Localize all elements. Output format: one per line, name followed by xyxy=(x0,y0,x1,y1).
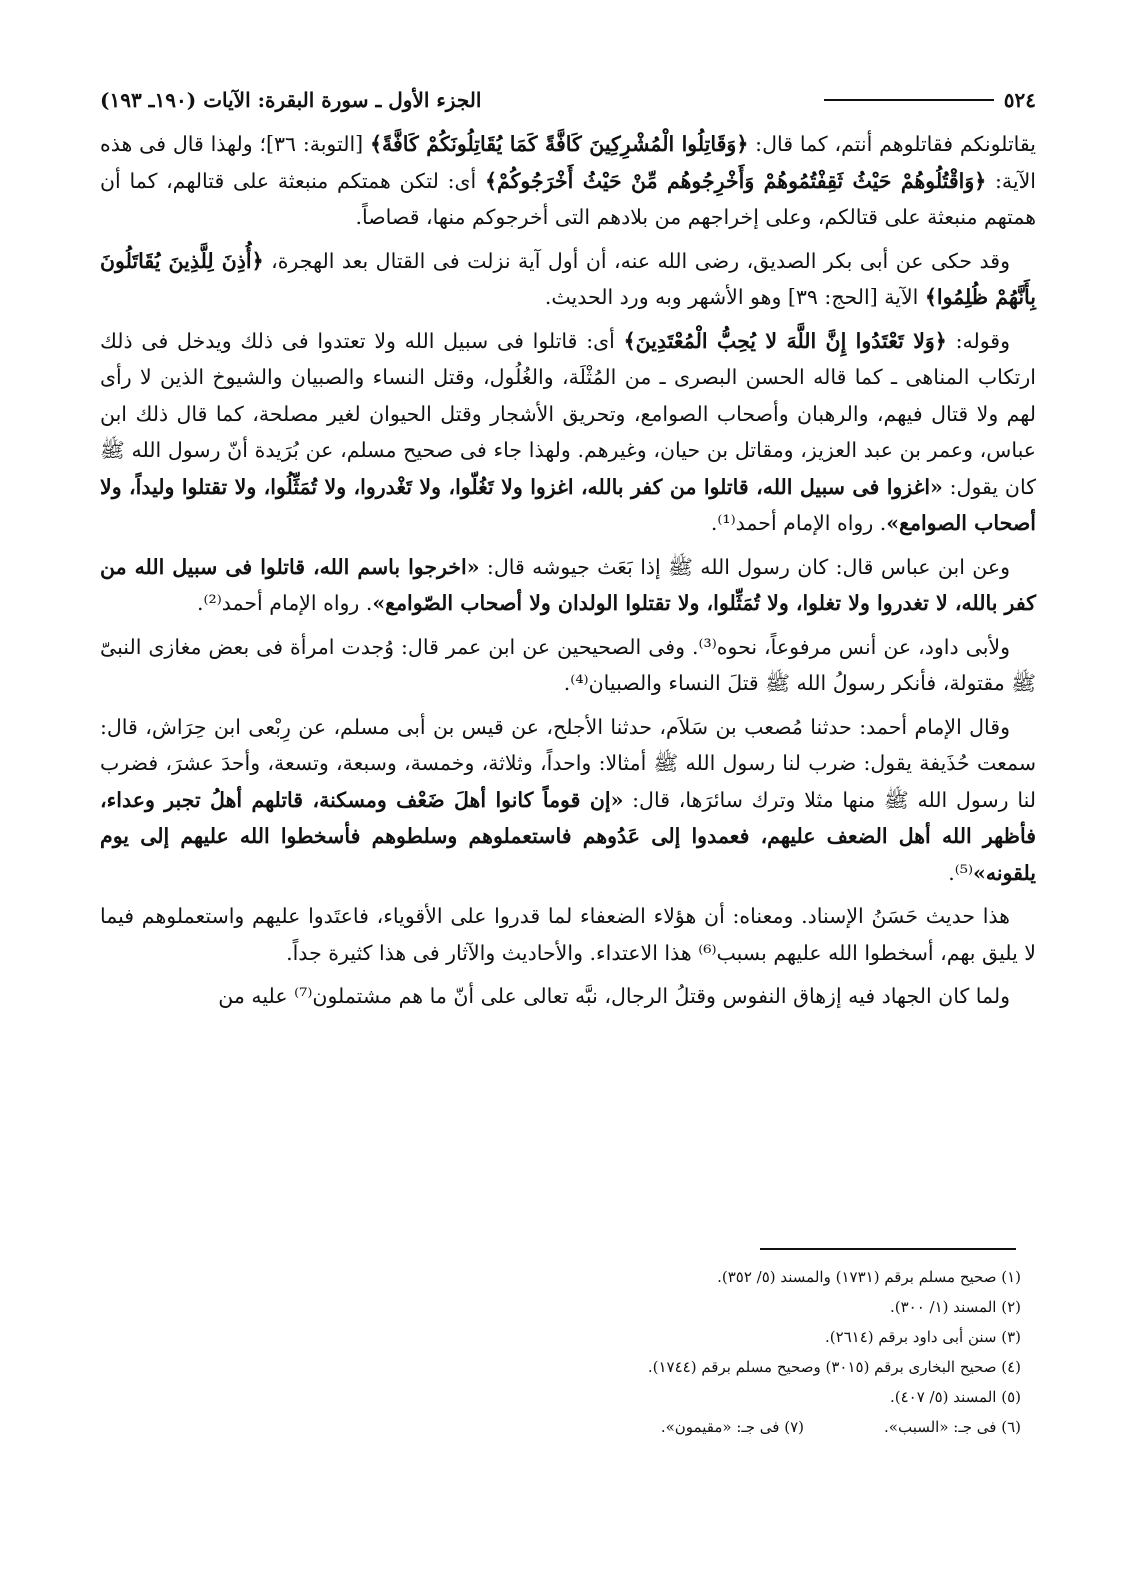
text-run: يقاتلونكم فقاتلوهم أنتم، كما قال: xyxy=(748,132,1036,156)
quran-verse: ﴿وَلا تَعْتَدُوا إِنَّ اللَّهَ لا يُحِبُّ الْمُعْتَدِينَ﴾ xyxy=(623,328,947,353)
text-run: وقال الإمام أحمد: حدثنا مُصعب بن سَلاَم، حدثنا الأجلح، عن قيس بن أبى مسلم، عن رِبْعى ابن حِرَاش، قال: سمعت حُذَيفة يقول: ضرب لنا رسول الله ﷺ أمثالا: واحداً، وثلاثة، وخمسة، وسبعة، وتسعة، وأحدَ عشرَ، فضرب لنا رسول الله ﷺ منها مثلا وترك سائرَها، قال: xyxy=(100,714,1036,812)
hadith-quote: «اخرجوا باسم الله، قاتلوا فى سبيل الله من كفر بالله، لا تغدروا ولا تغلوا، ولا تُمَثِّلوا، ولا تقتلوا الولدان ولا أصحاب الصّوامع» xyxy=(100,554,1036,615)
text-run: ولأبى داود، عن أنس مرفوعاً، نحوه⁽³⁾. وفى الصحيحين عن ابن عمر قال: وُجدت امرأة فى بعض مغازى النبىّ ﷺ مقتولة، فأنكر رسولُ الله ﷺ قتلَ النساء والصبيان⁽⁴⁾. xyxy=(100,634,1036,695)
hadith-quote: «اغزوا فى سبيل الله، قاتلوا من كفر بالله، اغزوا ولا تَغُلّوا، ولا تَغْدروا، ولا تُمَثِّلُوا، ولا تقتلوا وليداً، ولا أصحاب الصوامع» xyxy=(100,474,1036,535)
footnote: (٢) المسند (١/ ٣٠٠). xyxy=(889,1298,1021,1316)
footnote: (٤) صحيح البخارى برقم (٣٠١٥) وصحيح مسلم برقم (١٧٤٤). xyxy=(647,1358,1021,1376)
text-run: . رواه الإمام أحمد⁽²⁾. xyxy=(196,591,373,615)
text-run: ⁽⁵⁾. xyxy=(948,860,974,885)
text-run: أى: لتكن همتكم منبعثة على قتالهم، كما أن همتهم منبعثة على قتالكم، وعلى إخراجهم من بلادهم التى أخرجوكم منها، قصاصاً. xyxy=(100,168,1036,229)
running-header xyxy=(100,80,1036,120)
text-run: الآية [الحج: ٣٩] وهو الأشهر وبه ورد الحديث. xyxy=(544,285,925,309)
footnote-separator xyxy=(760,1248,1016,1250)
header-rule xyxy=(824,99,994,101)
text-run: وقد حكى عن أبى بكر الصديق، رضى الله عنه، أن أول آية نزلت فى القتال بعد الهجرة، xyxy=(263,248,1011,273)
paragraph xyxy=(100,549,1036,622)
paragraph xyxy=(100,243,1036,316)
paragraph xyxy=(100,629,1036,702)
text-run: . رواه الإمام أحمد⁽¹⁾. xyxy=(710,511,887,535)
paragraph xyxy=(100,978,1036,1015)
footnote: (٥) المسند (٥/ ٤٠٧). xyxy=(889,1388,1021,1406)
text-run: ولما كان الجهاد فيه إزهاق النفوس وقتلُ الرجال، نبَّه تعالى على أنّ ما هم مشتملون⁽⁷⁾ عليه من xyxy=(218,984,1010,1008)
footnote: (٧) فى جـ: «مقيمون». xyxy=(660,1418,805,1436)
running-title: الجزء الأول ـ سورة البقرة: الآيات (١٩٠ـ ١٩٣) xyxy=(100,88,482,112)
footnote: (٦) فى جـ: «السبب». xyxy=(884,1418,1021,1436)
paragraph xyxy=(100,709,1036,892)
footnote-row xyxy=(100,1412,1021,1442)
quran-verse: ﴿أُذِنَ لِلَّذِينَ يُقَاتَلُونَ بِأَنَّهُمْ ظُلِمُوا﴾ xyxy=(100,248,1036,309)
footnote: (١) صحيح مسلم برقم (١٧٣١) والمسند (٥/ ٣٥٢). xyxy=(717,1268,1021,1286)
main-text xyxy=(100,126,1036,1022)
quran-verse: ﴿وَقَاتِلُوا الْمُشْرِكِينَ كَافَّةً كَمَا يُقَاتِلُونَكُمْ كَافَّةً﴾ xyxy=(369,132,749,156)
paragraph xyxy=(100,898,1036,971)
quran-verse: ﴿وَاقْتُلُوهُمْ حَيْثُ ثَقِفْتُمُوهُمْ وَأَخْرِجُوهُم مِّنْ حَيْثُ أَخْرَجُوكُمْ﴾ xyxy=(484,168,987,193)
text-run: هذا حديث حَسَنُ الإسناد. ومعناه: أن هؤلاء الضعفاء لما قدروا على الأقوياء، فاعتَدوا عليهم واستعملوهم فيما لا يليق بهم، أسخطوا الله عليهم بسبب⁽⁶⁾ هذا الاعتداء. والأحاديث والآثار فى هذا كثيرة جداً. xyxy=(100,904,1036,965)
paragraph xyxy=(100,126,1036,236)
text-run: وقوله: xyxy=(946,328,1011,353)
footnote: (٣) سنن أبى داود برقم (٢٦١٤). xyxy=(824,1328,1021,1346)
page-number: ٥٢٤ xyxy=(1003,88,1036,112)
text-run: أى: قاتلوا فى سبيل الله ولا تعتدوا فى ذلك ويدخل فى ذلك ارتكاب المناهى ـ كما قاله الحسن البصرى ـ من المُثْلَة، والغُلُول، وقتل النساء والصبيان والشيوخ الذين لا رأى لهم ولا قتال فيهم، والرهبان وأصحاب الصوامع، وتحريق الأشجار وقتل الحيوان لغير مصلحة، كما قال ذلك ابن عباس، وعمر بن عبد العزيز، ومقاتل بن حيان، وغيرهم. ولهذا جاء فى صحيح مسلم، عن بُرَيدة أنّ رسول الله ﷺ كان يقول: xyxy=(100,328,1036,499)
hadith-quote: «إن قوماً كانوا أهلَ ضَعْف ومسكنة، قاتلهم أهلُ تجبر وعداء، فأظهر الله أهل الضعف عليهم، فعمدوا إلى عَدُوهم فاستعملوهم وسلطوهم فأسخطوا الله عليهم إلى يوم يلقونه» xyxy=(100,787,1036,885)
text-run: [التوبة: ٣٦]؛ ولهذا قال فى هذه الآية: xyxy=(100,132,1036,193)
footnotes xyxy=(100,1262,1021,1442)
paragraph xyxy=(100,323,1036,542)
text-run: وعن ابن عباس قال: كان رسول الله ﷺ إذا بَعَث جيوشه قال: xyxy=(479,554,1010,579)
